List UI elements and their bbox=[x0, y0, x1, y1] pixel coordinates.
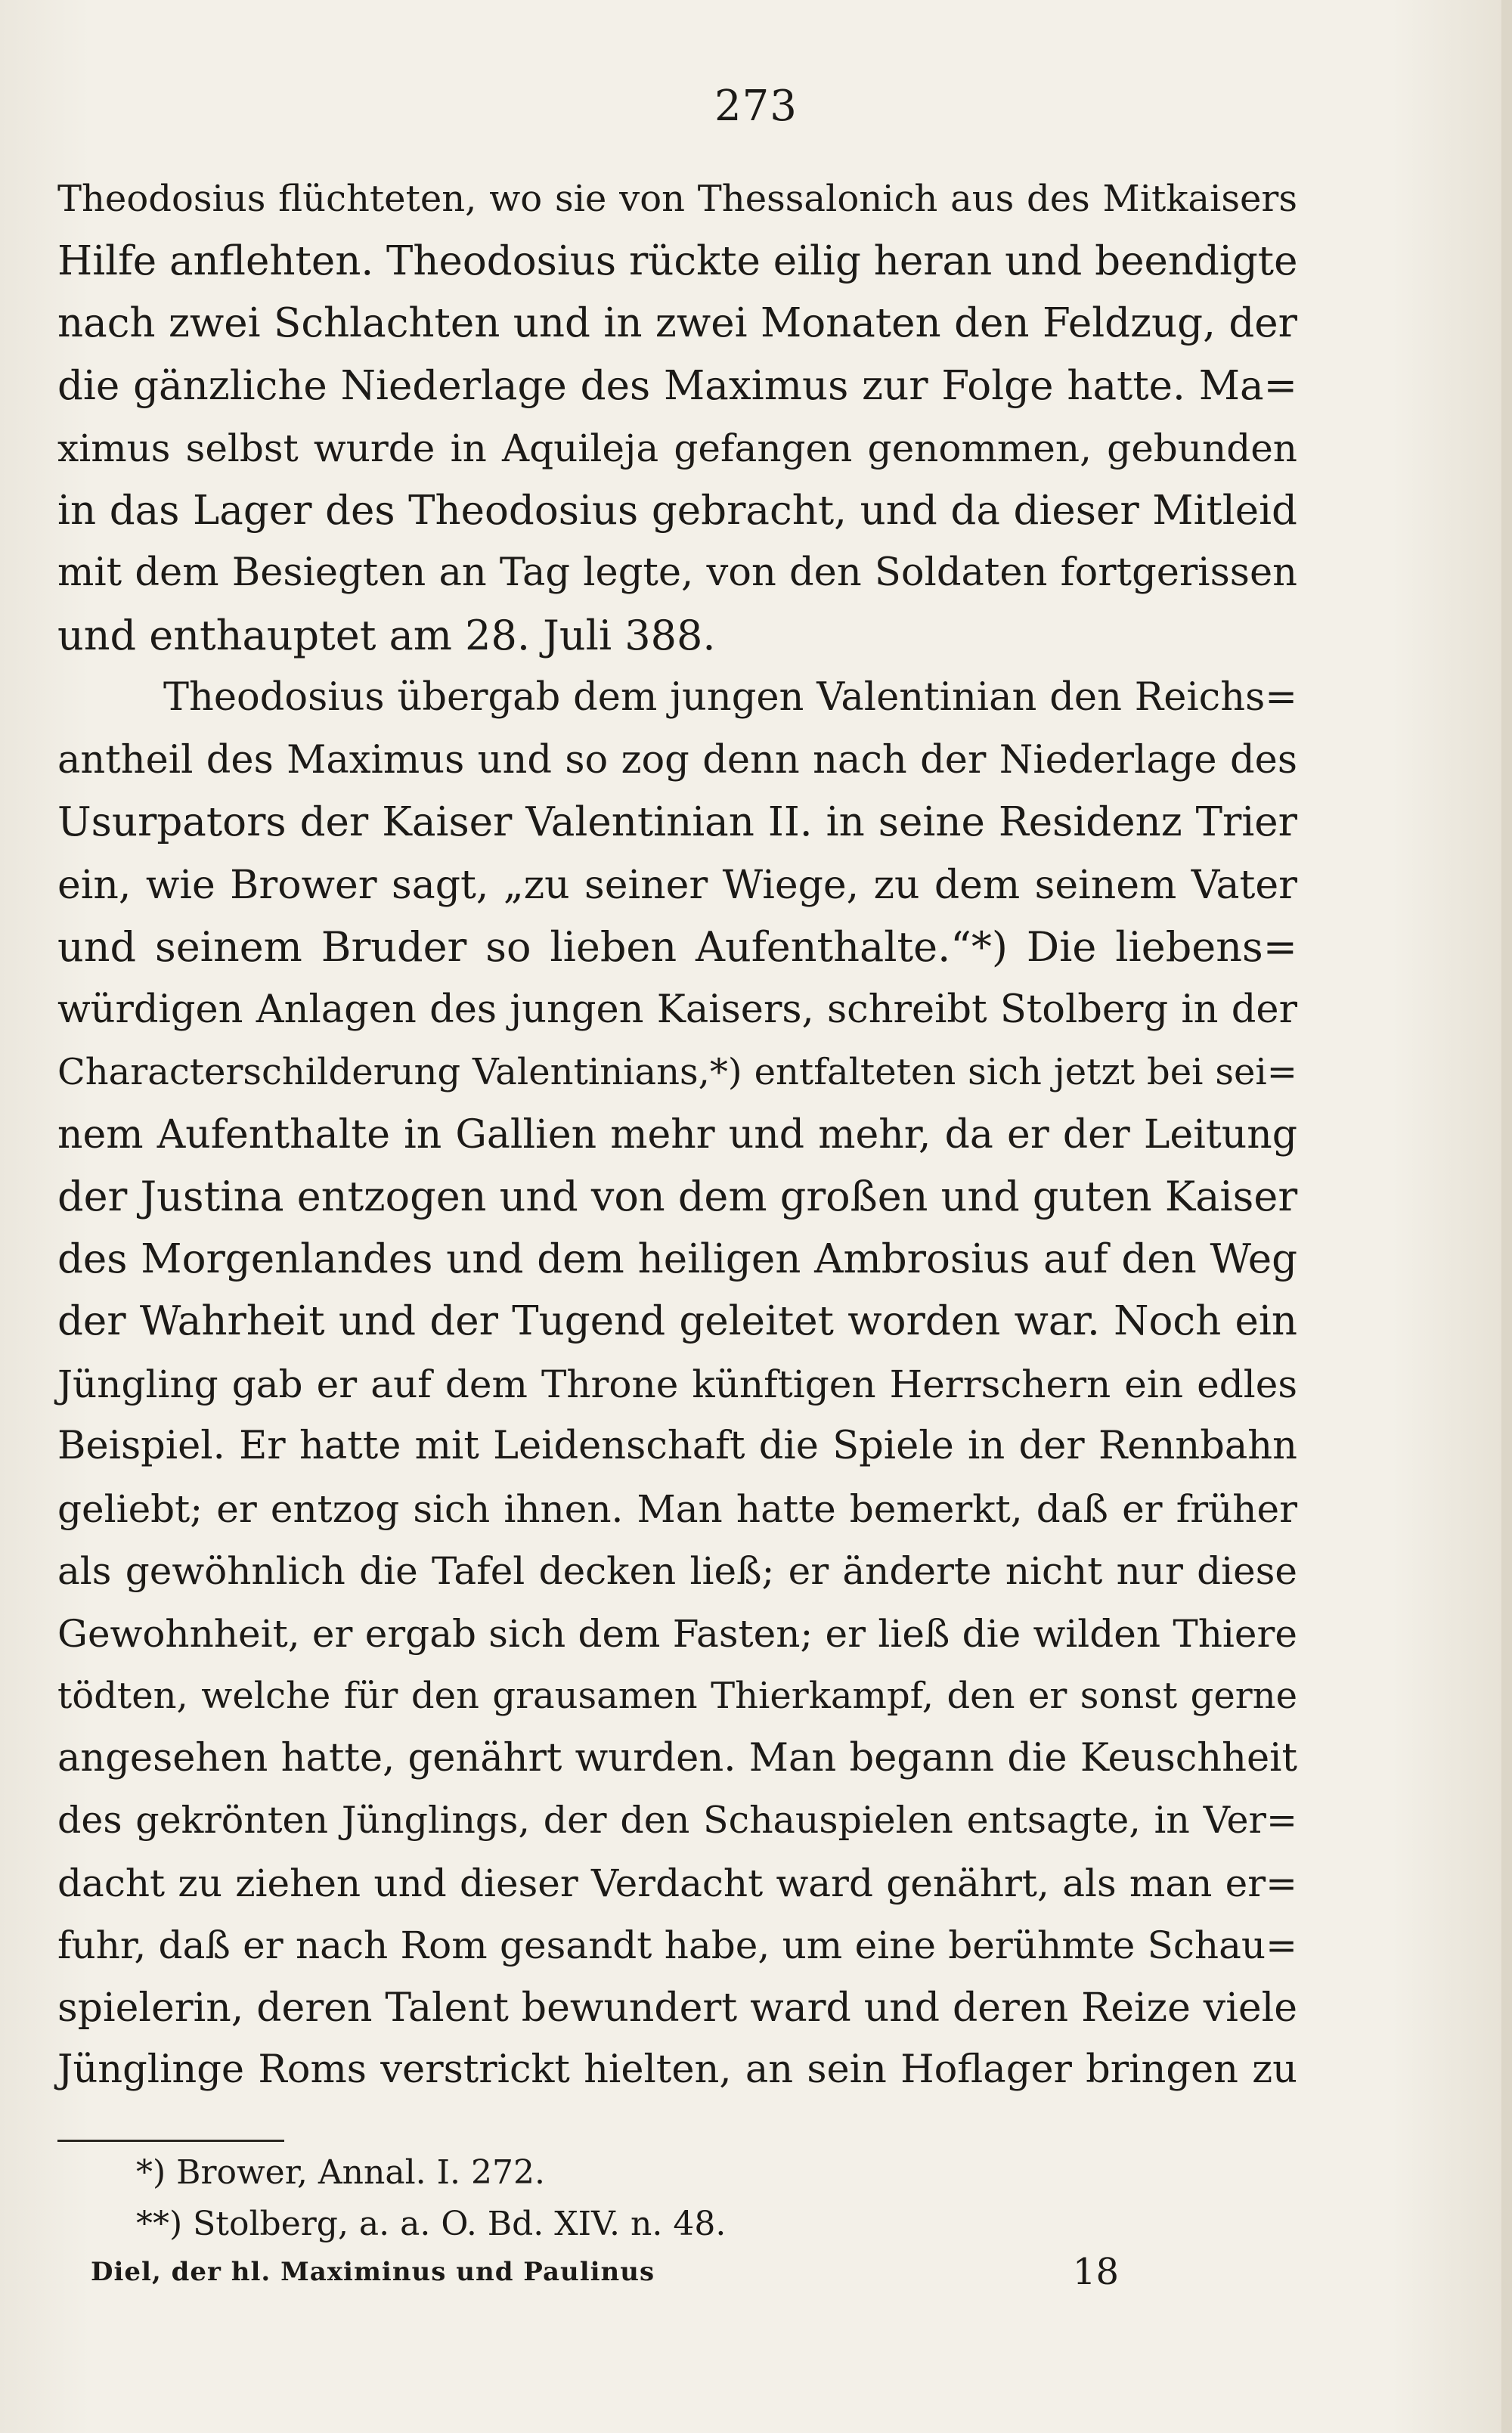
text-line: mit dem Besiegten an Tag legte, von den Soldaten fortgerissen bbox=[57, 550, 1297, 595]
paragraph-start-line: Theodosius übergab dem jungen Valentinian den Reichs= bbox=[163, 675, 1297, 720]
text-line: der Justina entzogen und von dem großen und guten Kaiser bbox=[57, 1173, 1298, 1220]
text-line: angesehen hatte, genährt wurden. Man begann die Keuschheit bbox=[57, 1735, 1297, 1781]
text-line: Usurpators der Kaiser Valentinian II. in seine Residenz Trier bbox=[57, 799, 1297, 845]
text-line: würdigen Anlagen des jungen Kaisers, schreibt Stolberg in der bbox=[57, 987, 1297, 1032]
text-line: in das Lager des Theodosius gebracht, und da dieser Mitleid bbox=[57, 487, 1297, 534]
text-line: antheil des Maximus und so zog denn nach der Niederlage des bbox=[57, 737, 1297, 783]
text-line: ximus selbst wurde in Aquileja gefangen genommen, gebunden bbox=[57, 426, 1297, 470]
text-line: spielerin, deren Talent bewundert ward und deren Reize viele bbox=[57, 1985, 1297, 2031]
signature-line: Diel, der hl. Maximinus und Paulinus bbox=[91, 2257, 655, 2287]
text-line: als gewöhnlich die Tafel decken ließ; er änderte nicht nur diese bbox=[57, 1549, 1297, 1593]
text-line: und seinem Bruder so lieben Aufenthalte.“*) Die liebens= bbox=[57, 923, 1297, 971]
text-line: Beispiel. Er hatte mit Leidenschaft die Spiele in der Rennbahn bbox=[57, 1424, 1297, 1468]
text-line: tödten, welche für den grausamen Thierkampf, den er sonst gerne bbox=[57, 1675, 1297, 1717]
text-line: dacht zu ziehen und dieser Verdacht ward genährt, als man er= bbox=[57, 1861, 1297, 1905]
text-line: der Wahrheit und der Tugend geleitet worden war. Noch ein bbox=[57, 1298, 1297, 1344]
text-line: Jünglinge Roms verstrickt hielten, an sein Hoflager bringen zu bbox=[57, 2047, 1297, 2092]
page-footer bbox=[91, 2249, 1119, 2295]
text-line: ein, wie Brower sagt, „zu seiner Wiege, zu dem seinem Vater bbox=[57, 862, 1297, 908]
sheet-number: 18 bbox=[1072, 2251, 1119, 2293]
text-line: Hilfe anflehten. Theodosius rückte eilig heran und beendigte bbox=[57, 237, 1298, 284]
text-line: fuhr, daß er nach Rom gesandt habe, um eine berühmte Schau= bbox=[57, 1923, 1297, 1967]
footnote: **) Stolberg, a. a. O. Bd. XIV. n. 48. bbox=[136, 2205, 727, 2243]
text-line: des Morgenlandes und dem heiligen Ambrosius auf den Weg bbox=[57, 1235, 1297, 1282]
footnote-rule bbox=[57, 2140, 284, 2142]
page-edge bbox=[1501, 0, 1512, 2433]
page-number: 273 bbox=[714, 82, 798, 131]
footnote: *) Brower, Annal. I. 272. bbox=[136, 2153, 545, 2192]
text-line: nem Aufenthalte in Gallien mehr und mehr, da er der Leitung bbox=[57, 1111, 1297, 1158]
text-line: nach zwei Schlachten und in zwei Monaten den Feldzug, der bbox=[57, 300, 1297, 346]
text-line: und enthauptet am 28. Juli 388. bbox=[57, 611, 716, 659]
text-line: Theodosius flüchteten, wo sie von Thessalonich aus des Mitkaisers bbox=[57, 178, 1297, 220]
text-line: die gänzliche Niederlage des Maximus zur Folge hatte. Ma= bbox=[57, 362, 1297, 409]
text-line: Gewohnheit, er ergab sich dem Fasten; er ließ die wilden Thiere bbox=[57, 1611, 1297, 1656]
footnotes bbox=[136, 2147, 1270, 2250]
text-line: geliebt; er entzog sich ihnen. Man hatte bemerkt, daß er früher bbox=[57, 1486, 1297, 1531]
text-line: Jüngling gab er auf dem Throne künftigen Herrschern ein edles bbox=[57, 1362, 1297, 1406]
body-text bbox=[57, 168, 1297, 2102]
text-line: Characterschilderung Valentinians,*) entfalteten sich jetzt bei sei= bbox=[57, 1051, 1297, 1093]
text-line: des gekrönten Jünglings, der den Schauspielen entsagte, in Ver= bbox=[57, 1799, 1297, 1842]
